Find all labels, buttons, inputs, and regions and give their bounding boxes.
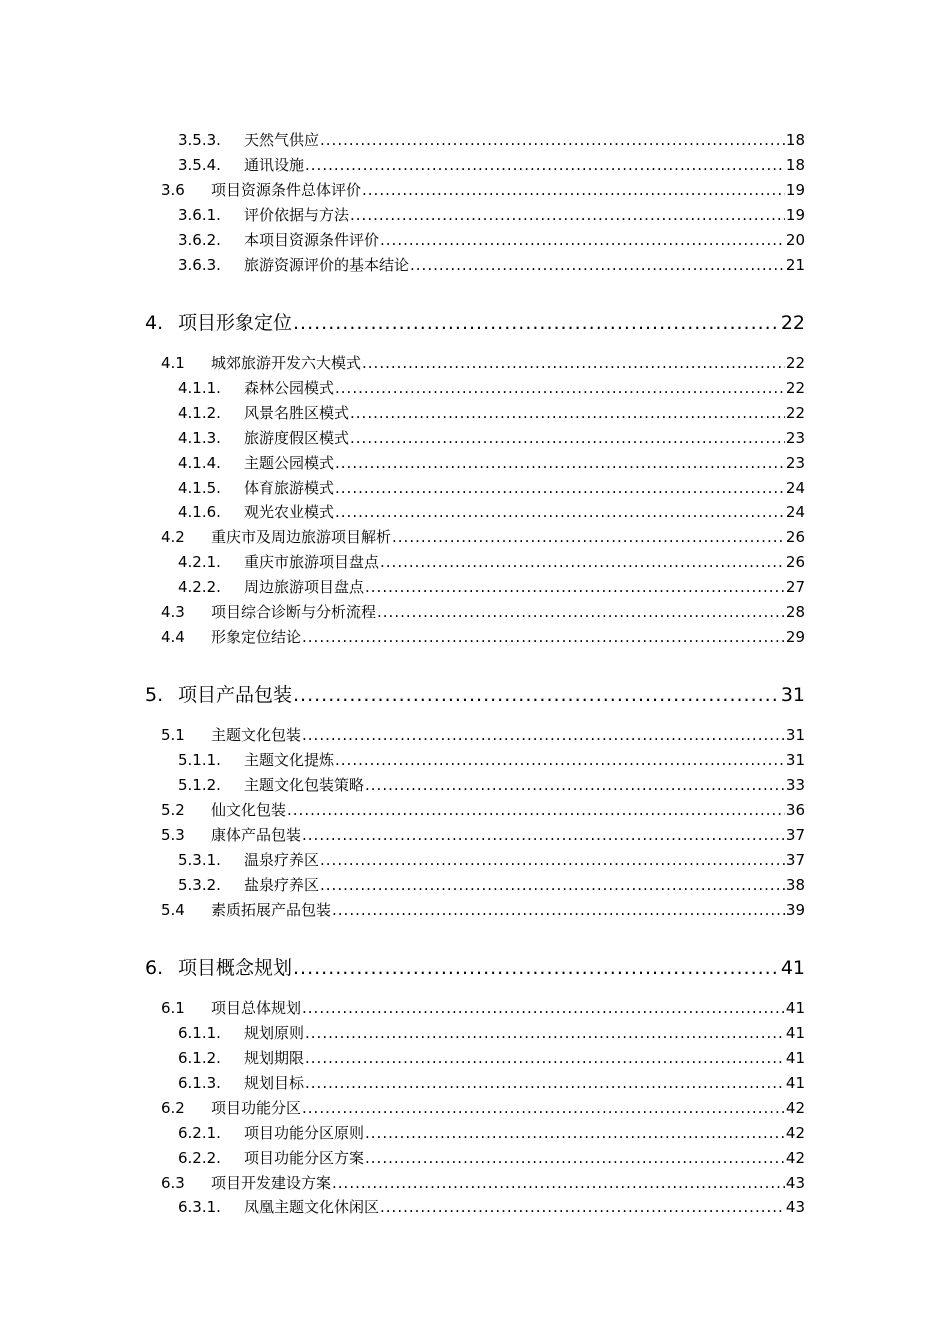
toc-dot-leader xyxy=(335,503,785,521)
toc-dot-leader xyxy=(320,131,785,149)
toc-entry-title: 温泉疗养区 xyxy=(244,851,320,869)
toc-entry-page-number: 31 xyxy=(785,751,805,769)
toc-entry-level3[interactable] xyxy=(178,402,805,423)
toc-entry-number: 4.1.6. xyxy=(178,503,221,521)
toc-entry-number: 4.2 xyxy=(161,528,185,546)
toc-entry-level3[interactable] xyxy=(178,849,805,870)
toc-dot-leader xyxy=(305,1024,785,1042)
toc-entry-title: 周边旅游项目盘点 xyxy=(244,578,365,596)
toc-dot-leader xyxy=(302,1099,785,1117)
toc-entry-number: 5.4 xyxy=(161,901,185,919)
toc-dot-leader xyxy=(320,851,785,869)
toc-entry-title: 城郊旅游开发六大模式 xyxy=(211,354,362,372)
toc-entry-title: 天然气供应 xyxy=(244,131,320,149)
toc-entry-number: 3.5.3. xyxy=(178,131,221,149)
toc-entry-number: 6.1.3. xyxy=(178,1074,221,1092)
toc-entry-page-number: 22 xyxy=(780,312,805,334)
toc-entry-page-number: 42 xyxy=(785,1099,805,1117)
toc-entry-title: 项目形象定位 xyxy=(178,312,293,334)
toc-entry-page-number: 41 xyxy=(785,1024,805,1042)
toc-entry-number: 3.6 xyxy=(161,181,185,199)
toc-entry-title: 项目概念规划 xyxy=(178,957,293,979)
toc-entry-title: 重庆市旅游项目盘点 xyxy=(244,553,380,571)
toc-dot-leader xyxy=(305,156,785,174)
toc-entry-level3[interactable] xyxy=(178,477,805,498)
toc-entry-title: 本项目资源条件评价 xyxy=(244,231,380,249)
toc-entry-level2[interactable] xyxy=(161,724,805,745)
toc-entry-level3[interactable] xyxy=(178,204,805,225)
toc-entry-number: 4.1.5. xyxy=(178,479,221,497)
toc-entry-title: 项目资源条件总体评价 xyxy=(211,181,362,199)
toc-entry-title: 素质拓展产品包装 xyxy=(211,901,332,919)
toc-dot-leader xyxy=(302,826,785,844)
toc-entry-page-number: 26 xyxy=(785,528,805,546)
toc-entry-page-number: 23 xyxy=(785,454,805,472)
toc-entry-level3[interactable] xyxy=(178,1022,805,1043)
toc-entry-level2[interactable] xyxy=(161,352,805,373)
toc-entry-number: 5.1 xyxy=(161,726,185,744)
toc-entry-level3[interactable] xyxy=(178,774,805,795)
toc-entry-title: 旅游度假区模式 xyxy=(244,429,350,447)
toc-entry-number: 3.6.2. xyxy=(178,231,221,249)
toc-entry-number: 4.4 xyxy=(161,628,185,646)
toc-entry-level3[interactable] xyxy=(178,501,805,522)
toc-entry-number: 5. xyxy=(145,684,164,706)
toc-entry-level2[interactable] xyxy=(161,799,805,820)
toc-entry-number: 6.1 xyxy=(161,999,185,1017)
toc-entry-number: 4.1.4. xyxy=(178,454,221,472)
toc-dot-leader xyxy=(302,726,785,744)
toc-dot-leader xyxy=(320,876,785,894)
toc-entry-page-number: 39 xyxy=(785,901,805,919)
toc-entry-page-number: 31 xyxy=(785,726,805,744)
toc-entry-page-number: 31 xyxy=(780,684,805,706)
toc-dot-leader xyxy=(302,999,785,1017)
toc-entry-title: 凤凰主题文化休闲区 xyxy=(244,1198,380,1216)
toc-entry-title: 形象定位结论 xyxy=(211,628,302,646)
toc-entry-level2[interactable] xyxy=(161,899,805,920)
toc-entry-level2[interactable] xyxy=(161,601,805,622)
toc-entry-page-number: 23 xyxy=(785,429,805,447)
toc-dot-leader xyxy=(305,1074,785,1092)
toc-entry-page-number: 27 xyxy=(785,578,805,596)
toc-entry-level3[interactable] xyxy=(178,874,805,895)
toc-entry-page-number: 43 xyxy=(785,1174,805,1192)
toc-dot-leader xyxy=(365,776,785,794)
toc-entry-number: 4.1.2. xyxy=(178,404,221,422)
toc-entry-title: 体育旅游模式 xyxy=(244,479,335,497)
toc-entry-level2[interactable] xyxy=(161,824,805,845)
toc-entry-page-number: 18 xyxy=(785,156,805,174)
toc-entry-title: 旅游资源评价的基本结论 xyxy=(244,256,410,274)
toc-dot-leader xyxy=(350,404,785,422)
toc-entry-title: 通讯设施 xyxy=(244,156,305,174)
toc-dot-leader xyxy=(287,801,785,819)
toc-entry-level3[interactable] xyxy=(178,1072,805,1093)
toc-entry-number: 6. xyxy=(145,957,164,979)
toc-entry-title: 项目开发建设方案 xyxy=(211,1174,332,1192)
toc-entry-page-number: 21 xyxy=(785,256,805,274)
toc-dot-leader xyxy=(380,231,785,249)
toc-entry-level2[interactable] xyxy=(161,526,805,547)
toc-dot-leader xyxy=(302,628,785,646)
toc-dot-leader xyxy=(332,901,785,919)
toc-entry-number: 5.3.1. xyxy=(178,851,221,869)
toc-dot-leader xyxy=(377,603,785,621)
toc-dot-leader xyxy=(335,454,785,472)
toc-entry-number: 6.2.2. xyxy=(178,1149,221,1167)
toc-entry-title: 盐泉疗养区 xyxy=(244,876,320,894)
toc-entry-title: 项目总体规划 xyxy=(211,999,302,1017)
toc-entry-page-number: 22 xyxy=(785,354,805,372)
toc-entry-title: 主题文化包装 xyxy=(211,726,302,744)
toc-entry-page-number: 24 xyxy=(785,503,805,521)
toc-entry-title: 主题文化提炼 xyxy=(244,751,335,769)
toc-entry-level3[interactable] xyxy=(178,1047,805,1068)
toc-entry-title: 项目功能分区方案 xyxy=(244,1149,365,1167)
toc-entry-page-number: 22 xyxy=(785,404,805,422)
toc-entry-number: 3.6.3. xyxy=(178,256,221,274)
toc-entry-title: 项目产品包装 xyxy=(178,684,293,706)
toc-entry-page-number: 38 xyxy=(785,876,805,894)
toc-entry-page-number: 26 xyxy=(785,553,805,571)
toc-dot-leader xyxy=(410,256,785,274)
toc-entry-level3[interactable] xyxy=(178,1196,805,1217)
toc-entry-level3[interactable] xyxy=(178,551,805,572)
toc-dot-leader xyxy=(305,1049,785,1067)
toc-dot-leader xyxy=(335,479,785,497)
toc-entry-page-number: 19 xyxy=(785,206,805,224)
toc-entry-number: 5.3 xyxy=(161,826,185,844)
toc-entry-page-number: 36 xyxy=(785,801,805,819)
toc-entry-title: 观光农业模式 xyxy=(244,503,335,521)
toc-entry-title: 森林公园模式 xyxy=(244,379,335,397)
toc-entry-page-number: 22 xyxy=(785,379,805,397)
toc-dot-leader xyxy=(392,528,785,546)
toc-entry-number: 5.3.2. xyxy=(178,876,221,894)
toc-entry-page-number: 20 xyxy=(785,231,805,249)
toc-dot-leader xyxy=(380,553,785,571)
toc-entry-title: 仙文化包装 xyxy=(211,801,287,819)
toc-entry-title: 风景名胜区模式 xyxy=(244,404,350,422)
toc-entry-page-number: 42 xyxy=(785,1124,805,1142)
toc-entry-level2[interactable] xyxy=(161,626,805,647)
toc-entry-number: 6.1.1. xyxy=(178,1024,221,1042)
toc-entry-level1[interactable] xyxy=(145,308,805,335)
toc-entry-level1[interactable] xyxy=(145,680,805,707)
toc-entry-number: 6.2 xyxy=(161,1099,185,1117)
toc-dot-leader xyxy=(293,684,780,706)
toc-entry-number: 6.2.1. xyxy=(178,1124,221,1142)
toc-entry-page-number: 33 xyxy=(785,776,805,794)
toc-entry-page-number: 42 xyxy=(785,1149,805,1167)
toc-entry-number: 5.1.2. xyxy=(178,776,221,794)
toc-entry-level2[interactable] xyxy=(161,1097,805,1118)
toc-entry-level3[interactable] xyxy=(178,576,805,597)
toc-entry-number: 4.2.1. xyxy=(178,553,221,571)
toc-entry-title: 规划原则 xyxy=(244,1024,305,1042)
toc-entry-level3[interactable] xyxy=(178,154,805,175)
toc-entry-title: 主题文化包装策略 xyxy=(244,776,365,794)
toc-dot-leader xyxy=(293,312,780,334)
toc-entry-level3[interactable] xyxy=(178,229,805,250)
toc-entry-page-number: 18 xyxy=(785,131,805,149)
toc-entry-level3[interactable] xyxy=(178,1147,805,1168)
toc-entry-number: 3.5.4. xyxy=(178,156,221,174)
toc-dot-leader xyxy=(293,957,780,979)
toc-entry-page-number: 41 xyxy=(785,999,805,1017)
toc-entry-number: 4.3 xyxy=(161,603,185,621)
toc-entry-page-number: 43 xyxy=(785,1198,805,1216)
toc-dot-leader xyxy=(362,354,785,372)
toc-entry-level3[interactable] xyxy=(178,427,805,448)
toc-entry-number: 6.3.1. xyxy=(178,1198,221,1216)
toc-entry-level2[interactable] xyxy=(161,179,805,200)
toc-entry-number: 4.1 xyxy=(161,354,185,372)
toc-entry-title: 重庆市及周边旅游项目解析 xyxy=(211,528,392,546)
toc-entry-title: 评价依据与方法 xyxy=(244,206,350,224)
toc-entry-number: 4.1.1. xyxy=(178,379,221,397)
toc-entry-number: 6.1.2. xyxy=(178,1049,221,1067)
toc-entry-page-number: 37 xyxy=(785,826,805,844)
toc-entry-page-number: 19 xyxy=(785,181,805,199)
toc-dot-leader xyxy=(335,379,785,397)
toc-entry-page-number: 41 xyxy=(785,1049,805,1067)
toc-dot-leader xyxy=(362,181,785,199)
toc-entry-level3[interactable] xyxy=(178,129,805,150)
toc-entry-page-number: 29 xyxy=(785,628,805,646)
toc-entry-title: 规划目标 xyxy=(244,1074,305,1092)
toc-entry-number: 4.1.3. xyxy=(178,429,221,447)
toc-dot-leader xyxy=(332,1174,785,1192)
toc-entry-page-number: 24 xyxy=(785,479,805,497)
toc-entry-number: 5.2 xyxy=(161,801,185,819)
toc-dot-leader xyxy=(335,751,785,769)
toc-dot-leader xyxy=(380,1198,785,1216)
toc-entry-page-number: 37 xyxy=(785,851,805,869)
toc-entry-level3[interactable] xyxy=(178,254,805,275)
toc-entry-number: 6.3 xyxy=(161,1174,185,1192)
toc-entry-level3[interactable] xyxy=(178,452,805,473)
toc-dot-leader xyxy=(350,429,785,447)
toc-entry-level3[interactable] xyxy=(178,749,805,770)
toc-entry-number: 4. xyxy=(145,312,164,334)
toc-entry-page-number: 41 xyxy=(780,957,805,979)
toc-entry-page-number: 41 xyxy=(785,1074,805,1092)
toc-dot-leader xyxy=(350,206,785,224)
toc-entry-title: 主题公园模式 xyxy=(244,454,335,472)
toc-entry-number: 4.2.2. xyxy=(178,578,221,596)
toc-entry-level2[interactable] xyxy=(161,997,805,1018)
toc-entry-title: 康体产品包装 xyxy=(211,826,302,844)
toc-entry-level3[interactable] xyxy=(178,1122,805,1143)
toc-entry-level3[interactable] xyxy=(178,377,805,398)
toc-dot-leader xyxy=(365,1124,785,1142)
toc-entry-title: 项目功能分区 xyxy=(211,1099,302,1117)
toc-entry-number: 5.1.1. xyxy=(178,751,221,769)
toc-entry-page-number: 28 xyxy=(785,603,805,621)
toc-entry-level2[interactable] xyxy=(161,1172,805,1193)
toc-entry-title: 项目综合诊断与分析流程 xyxy=(211,603,377,621)
toc-entry-level1[interactable] xyxy=(145,953,805,980)
toc-entry-title: 项目功能分区原则 xyxy=(244,1124,365,1142)
toc-entry-number: 3.6.1. xyxy=(178,206,221,224)
toc-dot-leader xyxy=(365,1149,785,1167)
toc-dot-leader xyxy=(365,578,785,596)
toc-entry-title: 规划期限 xyxy=(244,1049,305,1067)
